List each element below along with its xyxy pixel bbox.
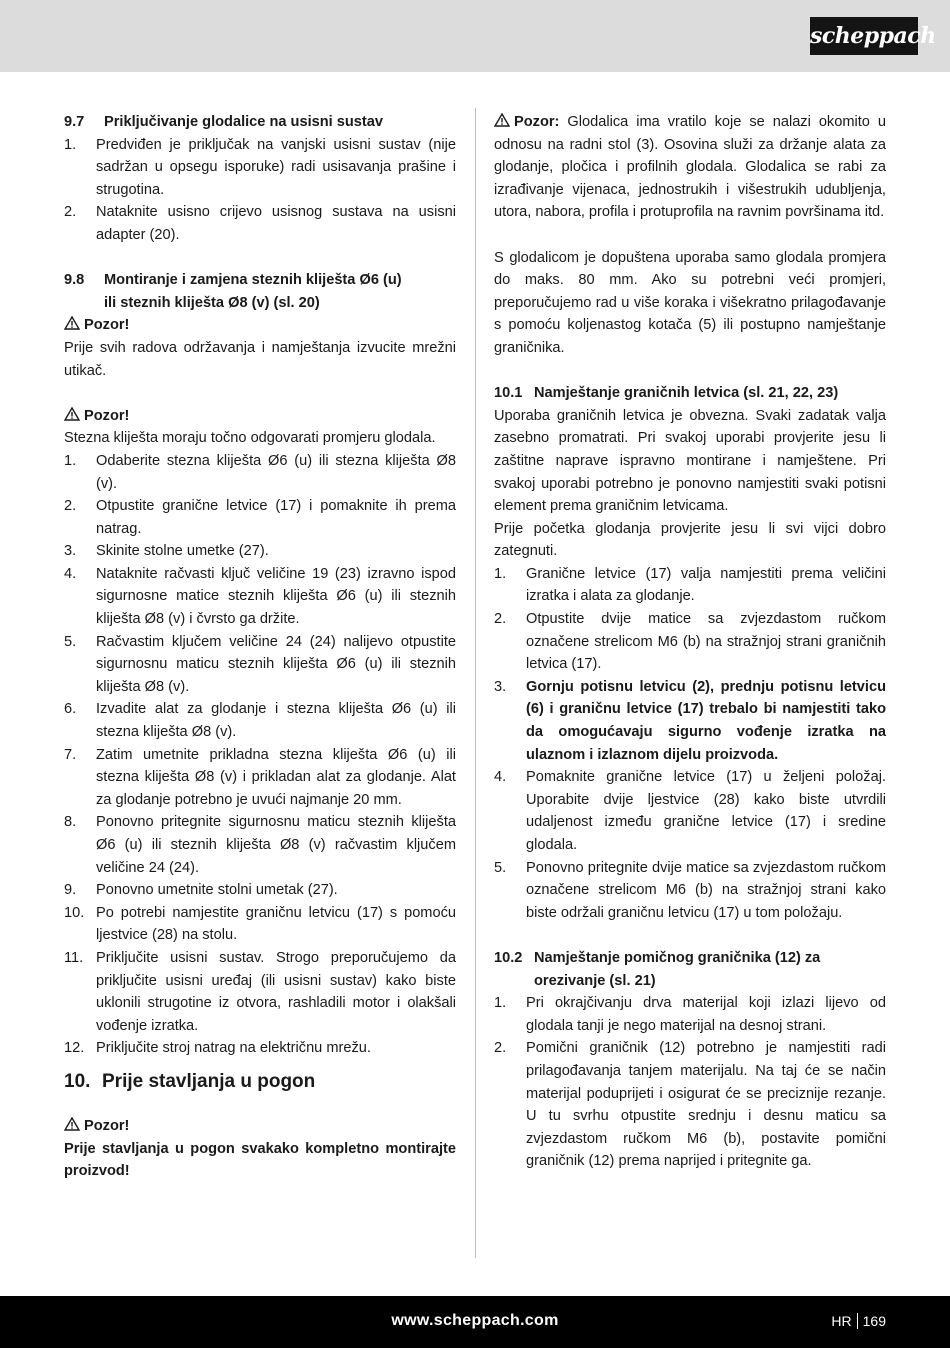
list-item xyxy=(64,134,456,202)
list-item xyxy=(494,992,886,1037)
steps-list xyxy=(494,563,886,925)
list-item xyxy=(494,563,886,608)
section-number: 9.8 xyxy=(64,272,85,289)
brand-logo: scheppach xyxy=(810,17,918,55)
item-text: Otpustite dvije matice sa zvjezdastom ručkom označene strelicom M6 (b) na stražnjoj strani graničnih letvica (17). xyxy=(526,611,886,673)
item-number: 2. xyxy=(64,498,77,515)
list-item xyxy=(64,811,456,879)
section-title-line2: ili steznih kliješta Ø8 (v) (sl. 20) xyxy=(104,294,320,311)
item-number: 4. xyxy=(494,769,507,786)
item-text: Priključite stroj natrag na električnu mrežu. xyxy=(96,1040,371,1057)
section-heading xyxy=(494,947,886,970)
list-item xyxy=(494,857,886,925)
warning-label xyxy=(64,314,456,337)
item-text: Izvadite alat za glodanje i stezna kliješta Ø6 (u) ili stezna kliješta Ø8 (v). xyxy=(96,701,456,741)
left-column xyxy=(64,111,456,1183)
item-number: 7. xyxy=(64,746,77,763)
section-title: Namještanje pomičnog graničnika (12) za xyxy=(534,949,821,966)
list-item xyxy=(64,450,456,495)
warning-label xyxy=(64,1115,456,1138)
page-separator xyxy=(857,1313,858,1329)
item-number: 3. xyxy=(494,678,507,695)
steps-list xyxy=(64,450,456,1060)
chapter-number: 10. xyxy=(64,1070,91,1092)
section-number: 9.7 xyxy=(64,114,85,130)
chapter-title: Prije stavljanja u pogon xyxy=(102,1070,316,1092)
list-item xyxy=(64,1037,456,1060)
list-item xyxy=(64,495,456,540)
item-number: 9. xyxy=(64,882,77,899)
item-text: Račvastim ključem veličine 24 (24) nalijevo otpustite sigurnosnu maticu steznih kliješta Ø6 (u) ili steznih kliješta Ø8 (v). xyxy=(96,633,456,695)
section-title: Namještanje graničnih letvica (sl. 21, 22, 23) xyxy=(534,385,839,402)
page-number: 169 xyxy=(862,1313,886,1329)
paragraph: Stezna kliješta moraju točno odgovarati promjeru glodala. xyxy=(64,430,436,447)
item-number: 11. xyxy=(64,949,84,966)
item-number: 3. xyxy=(64,543,77,560)
chapter-heading xyxy=(64,1069,456,1095)
item-text: Skinite stolne umetke (27). xyxy=(96,543,269,560)
warning-text: Pozor! xyxy=(84,317,130,334)
list-item xyxy=(64,201,456,246)
paragraph-text: Glodalica ima vratilo koje se nalazi okomito u odnosu na radni stol (3). Osovina služi za držanje alata za glodanje, pločica i profilnih glodala. Glodalica se rabi za izrađivanje vijenaca, jednostrukih i višestrukih udubljenja, utora, nabora, profila i protuprofila na ravnim površinama itd. xyxy=(494,114,887,221)
column-divider xyxy=(475,108,476,1258)
intro-warning xyxy=(494,111,886,224)
item-text: Zatim umetnite prikladna stezna kliješta Ø6 (u) ili stezna kliješta Ø8 (v) i prikladan alat za glodanje. Alat za glodanje potrebno je uvući najmanje 20 mm. xyxy=(96,746,456,808)
section-number: 10.1 xyxy=(494,385,523,402)
item-text: Predviđen je priključak na vanjski usisni sustav (nije sadržan u opsegu isporuke) radi usisavanja prašine i strugotina. xyxy=(96,136,456,198)
section-9-7 xyxy=(64,111,456,247)
list-item xyxy=(64,698,456,743)
item-text: Pomaknite granične letvice (17) u željeni položaj. Uporabite dvije ljestvice (28) kako biste utvrdili udaljenost između granične letvice (17) i sredine glodala. xyxy=(526,769,886,853)
section-9-8 xyxy=(64,269,456,382)
item-text: Granične letvice (17) valja namjestiti prema veličini izratka i alata za glodanje. xyxy=(526,565,886,605)
section-heading xyxy=(64,269,456,292)
item-number: 5. xyxy=(494,859,507,876)
item-text: Odaberite stezna kliješta Ø6 (u) ili stezna kliješta Ø8 (v). xyxy=(96,452,456,492)
paragraph: Uporaba graničnih letvica je obvezna. Svaki zadatak valja zasebno promatrati. Pri svakoj uporabi provjerite jesu li zaštitne naprave ispravno montirane i namještene. Pri svakoj uporabi potrebno je ponovno namjestiti svaki potisni element prema graničnim letvicama. xyxy=(494,407,886,515)
item-number: 4. xyxy=(64,565,77,582)
item-number: 5. xyxy=(64,633,77,650)
item-text: Po potrebi namjestite graničnu letvicu (17) s pomoću ljestvice (28) na stolu. xyxy=(96,904,456,944)
paragraph: Prije stavljanja u pogon svakako kompletno montirajte proizvod! xyxy=(64,1140,456,1180)
paragraph: Prije početka glodanja provjerite jesu li svi vijci dobro zategnuti. xyxy=(494,520,886,560)
paragraph: Prije svih radova održavanja i namještanja izvucite mrežni utikač. xyxy=(64,339,456,379)
language-code: HR xyxy=(831,1313,852,1329)
item-text: Pomični graničnik (12) potrebno je namjestiti radi prilagođavanja tanjem materijalu. Na taj će se način materijal poduprijeti i osigurat će se preciznije rezanje. U tu svrhu otpustite srednju i desnu maticu sa zvjezdastom ručkom M6 (b), postavite pomični graničnik (12) prema naprijed i pritegnite ga. xyxy=(526,1040,886,1170)
list-item xyxy=(64,631,456,699)
item-text: Nataknite račvasti ključ veličine 19 (23) izravno ispod sigurnosne matice steznih kliješta Ø6 (u) ili steznih kliješta Ø8 (v) i čvrsto ga držite. xyxy=(96,565,456,628)
warning-text: Pozor! xyxy=(84,407,130,424)
item-text: Ponovno umetnite stolni umetak (27). xyxy=(96,882,338,899)
list-item xyxy=(494,766,886,856)
item-number: 10. xyxy=(64,904,85,921)
section-10 xyxy=(64,1069,456,1183)
page-indicator xyxy=(831,1309,886,1333)
warning-label xyxy=(64,405,456,428)
steps-list xyxy=(64,134,456,247)
header-bar xyxy=(0,0,950,72)
paragraph: S glodalicom je dopuštena uporaba samo glodala promjera do maks. 80 mm. Ako su potrebni veći promjeri, preporučujemo rad u više koraka i višekratno prilagođavanje s pomoću koljenastog kotača (5) ili postupno namještanje graničnika. xyxy=(494,249,886,356)
section-title: Montiranje i zamjena steznih kliješta Ø6 (u) xyxy=(104,272,402,289)
footer-url[interactable]: www.scheppach.com xyxy=(391,1312,559,1329)
section-10-1 xyxy=(494,382,886,924)
item-number: 1. xyxy=(494,565,507,582)
item-number: 1. xyxy=(64,136,77,153)
item-number: 1. xyxy=(494,995,507,1012)
item-text: Otpustite granične letvice (17) i pomaknite ih prema natrag. xyxy=(96,498,456,537)
list-item xyxy=(64,902,456,947)
item-number: 2. xyxy=(494,1040,507,1057)
item-text: Gornju potisnu letvicu (2), prednju potisnu letvicu (6) i graničnu letvice (17) trebalo bi namjestiti tako da omogućavaju sigurno vođenje izratka na ulaznom i izlaznom dijelu proizvoda. xyxy=(526,678,886,763)
list-item xyxy=(64,744,456,812)
item-number: 12. xyxy=(64,1040,85,1057)
item-number: 2. xyxy=(494,611,507,628)
list-item xyxy=(64,563,456,631)
footer-bar xyxy=(0,1296,950,1348)
item-text: Pri okrajčivanju drva materijal koji izlazi lijevo od glodala tanji je nego materijal na desnoj strani. xyxy=(526,995,886,1034)
paragraph xyxy=(494,111,886,224)
section-heading xyxy=(64,111,456,134)
item-text: Priključite usisni sustav. Strogo preporučujemo da priključite usisni uređaj (ili usisni sustav) kako biste uklonili strugotine iz otvora, rashladili motor i olakšali vođenje izratka. xyxy=(96,949,456,1034)
item-number: 8. xyxy=(64,814,77,831)
item-number: 6. xyxy=(64,701,77,718)
warning-icon xyxy=(64,407,80,421)
steps-list xyxy=(494,992,886,1173)
warning-icon xyxy=(64,1117,80,1131)
warning-text: Pozor! xyxy=(84,1117,130,1134)
item-text: Nataknite usisno crijevo usisnog sustava na usisni adapter (20). xyxy=(96,204,456,243)
item-text: Ponovno pritegnite dvije matice sa zvjezdastom ručkom označene strelicom M6 (b) na stražnjoj strani kako biste održali graničnu letvicu (17) u tom položaju. xyxy=(526,859,886,921)
item-text: Ponovno pritegnite sigurnosnu maticu steznih kliješta Ø6 (u) ili steznih kliješta Ø8 (v) račvastim ključem veličine 24 (24). xyxy=(96,814,456,876)
section-title: Priključivanje glodalice na usisni sustav xyxy=(104,114,384,130)
list-item xyxy=(64,879,456,902)
item-number: 2. xyxy=(64,204,77,221)
warning-icon xyxy=(64,316,80,330)
warning-text: Pozor: xyxy=(514,114,560,130)
section-10-2 xyxy=(494,947,886,1173)
item-number: 1. xyxy=(64,452,77,469)
list-item xyxy=(494,676,886,766)
list-item xyxy=(494,1037,886,1173)
right-column xyxy=(494,111,886,1173)
list-item xyxy=(64,540,456,563)
section-heading xyxy=(494,382,886,405)
list-item xyxy=(64,947,456,1037)
section-9-8-steps xyxy=(64,405,456,1060)
warning-icon xyxy=(494,113,510,127)
section-number: 10.2 xyxy=(494,949,523,966)
section-title-line2: orezivanje (sl. 21) xyxy=(534,972,656,989)
list-item xyxy=(494,608,886,676)
